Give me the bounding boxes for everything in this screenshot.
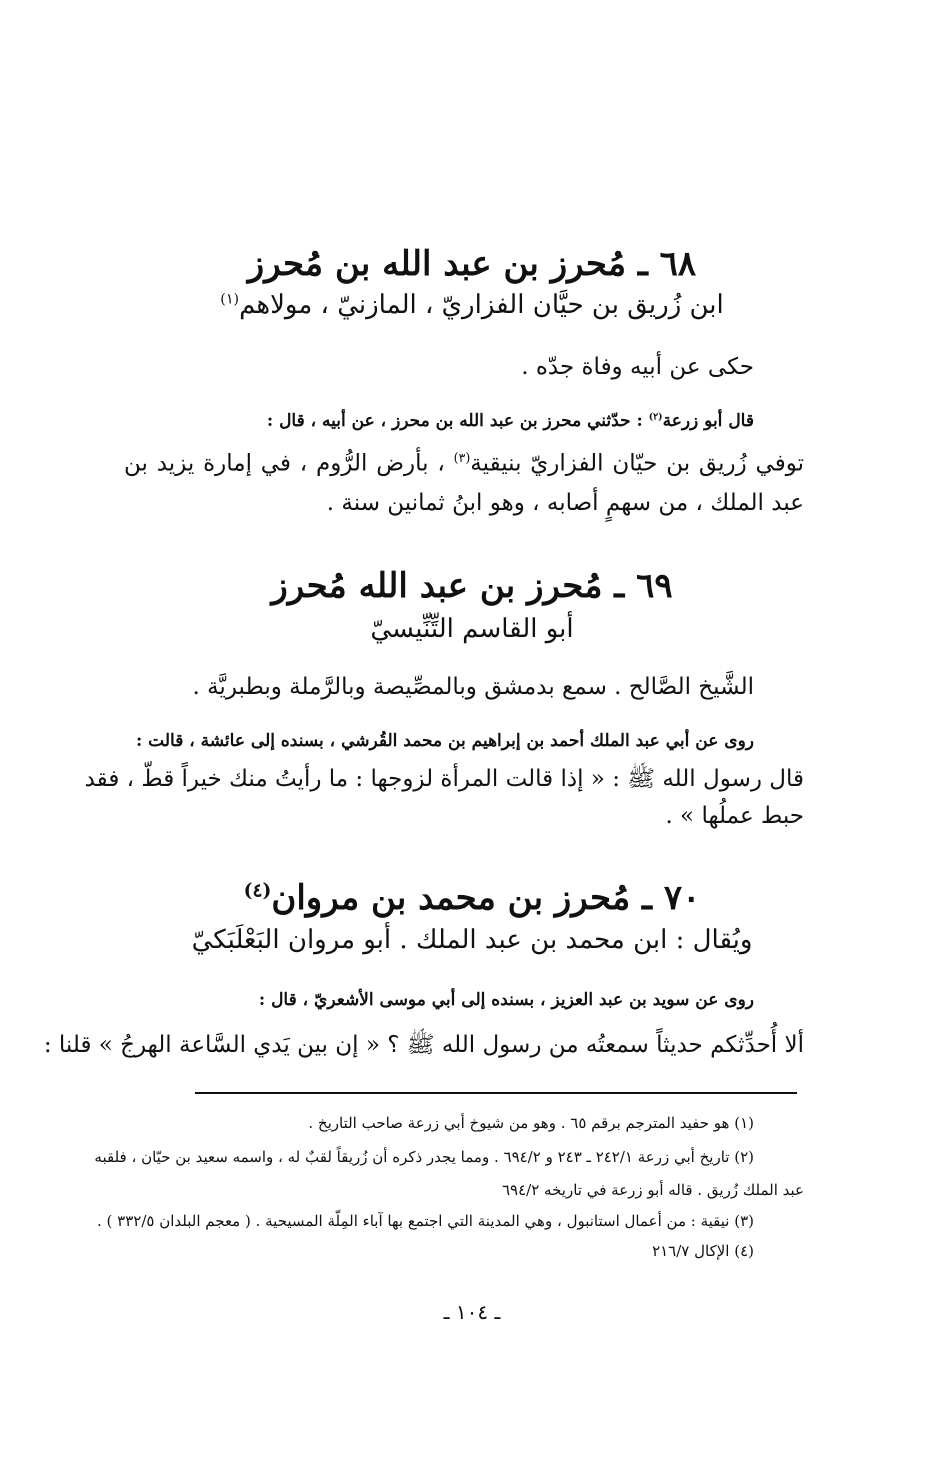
footnote-ref-1: (١) (220, 291, 240, 308)
entry-70-title-text: ٧٠ ـ مُحرز بن محمد بن مروان (271, 878, 701, 918)
entry-68-title-text: ٦٨ ـ مُحرز بن عبد الله بن مُحرز (247, 244, 697, 284)
entry-68-subtitle (0, 290, 944, 320)
entry-68-text-1b: ، بأرض الرُّوم ، في إمارة يزيد بن (124, 450, 445, 477)
entry-68-title (0, 244, 944, 284)
entry-70-isnad: روى عن سويد بن عبد العزيز ، بسنده إلى أبي موسى الأشعريّ ، قال : (258, 990, 754, 1010)
entry-69-text-line-2: حبط عملُها » . (665, 803, 804, 829)
entry-68-isnad-rest: : حدّثني محرز بن عبد الله بن محرز ، عن أبيه ، قال : (266, 411, 643, 431)
footnote-ref-4: (٤) (243, 879, 272, 902)
entry-68-text-line-1 (124, 450, 804, 477)
footnote-2-cont: عبد الملك زُريق . قاله أبو زرعة في تاريخه ٦٩٤/٢ (502, 1181, 804, 1199)
entry-69-text-line-1: قال رسول الله ﷺ : « إذا قالت المرأة لزوجها : ما رأيتُ منك خيراً قطّ ، فقد (84, 766, 804, 792)
entry-69-intro: الشَّيخ الصَّالح . سمع بدمشق وبالمصِّيصة وبالرَّملة وبطبريَّة . (192, 674, 754, 700)
entry-70-title (0, 878, 944, 918)
entry-70-text-line-1: ألا أُحدِّثكم حديثاً سمعتُه من رسول الله ﷺ ؟ « إن بين يَدي السَّاعة الهرجُ » قلنا : (43, 1032, 804, 1058)
entry-69-title (0, 566, 944, 606)
footnote-4: (٤) الإكال ٢١٦/٧ (652, 1242, 754, 1260)
entry-68-isnad (267, 411, 754, 431)
footnote-2: (٢) تاريخ أبي زرعة ٢٤٢/١ ـ ٢٤٣ و ٦٩٤/٢ . ومما يجدر ذكره أن زُريقاً لقبٌ له ، واسمه سعيد بن حيّان ، فلقبه (94, 1148, 754, 1166)
footnote-1: (١) هو حفيد المترجم برقم ٦٥ . وهو من شيوخ أبي زرعة صاحب التاريخ . (308, 1114, 754, 1132)
page-number: ـ ١٠٤ ـ (443, 1300, 501, 1324)
entry-68-intro: حكى عن أبيه وفاة جدّه . (521, 354, 754, 380)
footnote-ref-2: (٢) (648, 411, 663, 423)
footnote-divider (195, 1092, 797, 1094)
entry-69-subtitle: أبو القاسم التِّنِّيسيّ (370, 614, 574, 644)
entry-68-isnad-text: قال أبو زرعة (662, 411, 754, 431)
entry-69-title-text: ٦٩ ـ مُحرز بن عبد الله مُحرز (271, 566, 673, 606)
entry-70-subtitle: ويُقال : ابن محمد بن عبد الملك . أبو مروان البَعْلَبَكيّ (191, 925, 753, 955)
entry-68-text-line-2: عبد الملك ، من سهمٍ أصابه ، وهو ابنُ ثمانين سنة . (326, 490, 804, 516)
entry-68-subtitle-text: ابن زُريق بن حيَّان الفزاريّ ، المازنيّ ، مولاهم (239, 290, 724, 320)
footnote-ref-3: (٣) (453, 450, 471, 465)
entry-69-isnad: روى عن أبي عبد الملك أحمد بن إبراهيم بن محمد القُرشي ، بسنده إلى عائشة ، قالت : (135, 731, 754, 751)
footnote-3: (٣) نيقية : من أعمال استانبول ، وهي المدينة التي اجتمع بها آباء المِلّة المسيحية . ( معجم البلدان ٣٣٢/٥ ) . (97, 1212, 754, 1230)
entry-68-text-1a: توفي زُريق بن حيّان الفزاريّ بنيقية (470, 450, 804, 477)
